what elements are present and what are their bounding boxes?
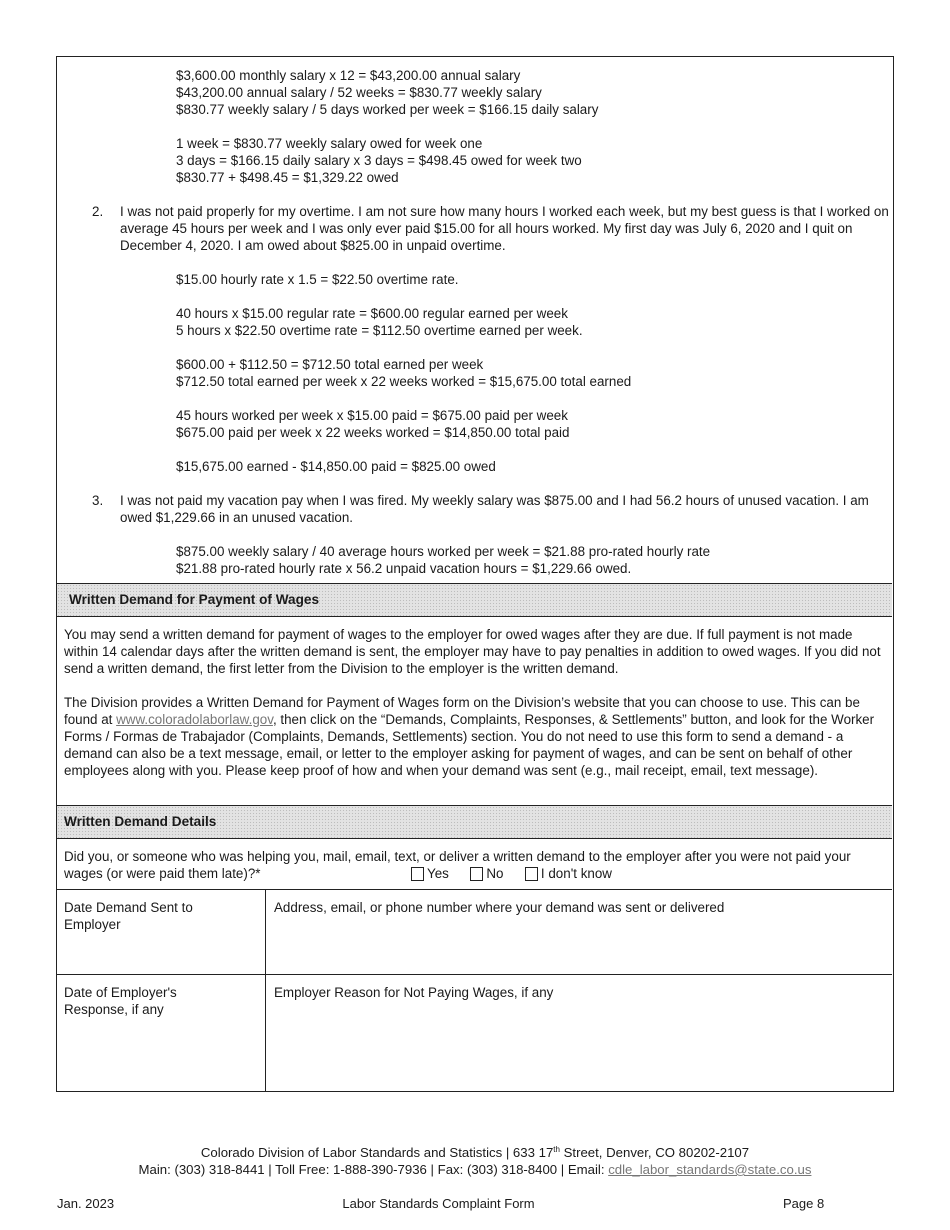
footer-contact: Main: (303) 318-8441 | Toll Free: 1-888-390-7936 | Fax: (303) 318-8400 | Email: cdle_labor_standards@state.co.us [138, 1162, 812, 1177]
calc-line: 40 hours x $15.00 regular rate = $600.00 regular earned per week [176, 306, 568, 321]
calc-line: $830.77 + $498.45 = $1,329.22 owed [176, 170, 399, 185]
calc-line: 45 hours worked per week x $15.00 paid = $675.00 paid per week [176, 408, 568, 423]
section-title: Written Demand for Payment of Wages [69, 592, 320, 607]
calc-line: 1 week = $830.77 weekly salary owed for week one [176, 136, 483, 151]
no-checkbox[interactable] [470, 867, 483, 881]
footer-address: Colorado Division of Labor Standards and Statistics | 633 17th Street, Denver, CO 80202-2107 [200, 1145, 750, 1160]
footer-page-number: Page 8 [783, 1196, 825, 1211]
divider [57, 974, 892, 975]
column-divider [265, 889, 266, 1092]
dont-know-label: I don't know [540, 866, 612, 881]
footer-date: Jan. 2023 [57, 1196, 115, 1211]
calc-line: $3,600.00 monthly salary x 12 = $43,200.00 annual salary [176, 68, 521, 83]
labor-law-link[interactable]: www.coloradolaborlaw.gov [116, 712, 273, 727]
calc-line: 5 hours x $22.50 overtime rate = $112.50 overtime earned per week. [176, 323, 583, 338]
calc-line: $21.88 pro-rated hourly rate x 56.2 unpaid vacation hours = $1,229.66 owed. [176, 561, 632, 576]
section-title: Written Demand Details [64, 814, 217, 829]
footer-form-name: Labor Standards Complaint Form [342, 1196, 535, 1211]
demand-explanation [64, 626, 884, 779]
calc-line: $675.00 paid per week x 22 weeks worked = $14,850.00 total paid [176, 425, 570, 440]
answer-options [411, 865, 612, 882]
calc-line: $43,200.00 annual salary / 52 weeks = $830.77 weekly salary [176, 85, 542, 100]
calc-line: $600.00 + $112.50 = $712.50 total earned per week [176, 357, 484, 372]
dont-know-checkbox[interactable] [525, 867, 538, 881]
calc-line: $15,675.00 earned - $14,850.00 paid = $825.00 owed [176, 459, 496, 474]
item-text: I was not paid properly for my overtime. I am not sure how many hours I worked each week, but my best guess is that I worked on average 45 hours per week and I was only ever paid $15.00 for all hours worked. My first day was July 6, 2020 and I quit on December 4, 2020. I am owed about $825.00 in unpaid overtime. [120, 204, 889, 253]
demand-address-field[interactable]: Address, email, or phone number where your demand was sent or delivered [274, 900, 725, 915]
item-text: I was not paid my vacation pay when I was fired. My weekly salary was $875.00 and I had 56.2 hours of unused vacation. I am owed $1,229.66 in an unused vacation. [120, 493, 869, 525]
calc-line: $15.00 hourly rate x 1.5 = $22.50 overtime rate. [176, 272, 459, 287]
item-number: 3. [92, 493, 104, 508]
demand-paragraph-1: You may send a written demand for payment of wages to the employer for owed wages after they are due. If full payment is not made within 14 calendar days after the written demand is sent, the employer may have to pay penalties in addition to owed wages. If you did not send a written demand, the first letter from the Division to the employer is the written demand. [64, 627, 881, 676]
yes-checkbox[interactable] [411, 867, 424, 881]
calc-line: $712.50 total earned per week x 22 weeks worked = $15,675.00 total earned [176, 374, 632, 389]
question-text: Did you, or someone who was helping you, mail, email, text, or deliver a written demand to the employer after you were not paid your wages (or were paid them late)?* [64, 849, 851, 881]
yes-label: Yes [427, 866, 449, 881]
demand-paragraph-2: The Division provides a Written Demand for Payment of Wages form on the Division’s website that you can choose to use. This can be found at www.coloradolaborlaw.gov, then click on the “Demands, Complaints, Responses, & Settlements” button, and look for the Worker Forms / Formas de Trabajador (Complaints, Demands, Settlements) section. You do not need to use this form to send a demand - a demand can also be a text message, email, or letter to the employer asking for payment of wages, and can be sent on behalf of other employees along with you. Please keep proof of how and when your demand was sent (e.g., mail receipt, email, text message). [64, 695, 875, 778]
calc-line: $830.77 weekly salary / 5 days worked per week = $166.15 daily salary [176, 102, 599, 117]
footer-email-link[interactable]: cdle_labor_standards@state.co.us [608, 1162, 812, 1177]
employer-response-date-field[interactable]: Date of Employer's Response, if any [64, 985, 177, 1017]
employer-reason-field[interactable]: Employer Reason for Not Paying Wages, if any [274, 985, 554, 1000]
calc-line: $875.00 weekly salary / 40 average hours worked per week = $21.88 pro-rated hourly rate [176, 544, 711, 559]
section-header-written-demand [57, 583, 892, 617]
date-demand-sent-field[interactable]: Date Demand Sent to Employer [64, 900, 193, 932]
item-number: 2. [92, 204, 104, 219]
section-header-demand-details [57, 805, 892, 839]
divider [57, 889, 892, 890]
form-frame [56, 56, 894, 1092]
no-label: No [486, 866, 504, 881]
calc-line: 3 days = $166.15 daily salary x 3 days = $498.45 owed for week two [176, 153, 582, 168]
